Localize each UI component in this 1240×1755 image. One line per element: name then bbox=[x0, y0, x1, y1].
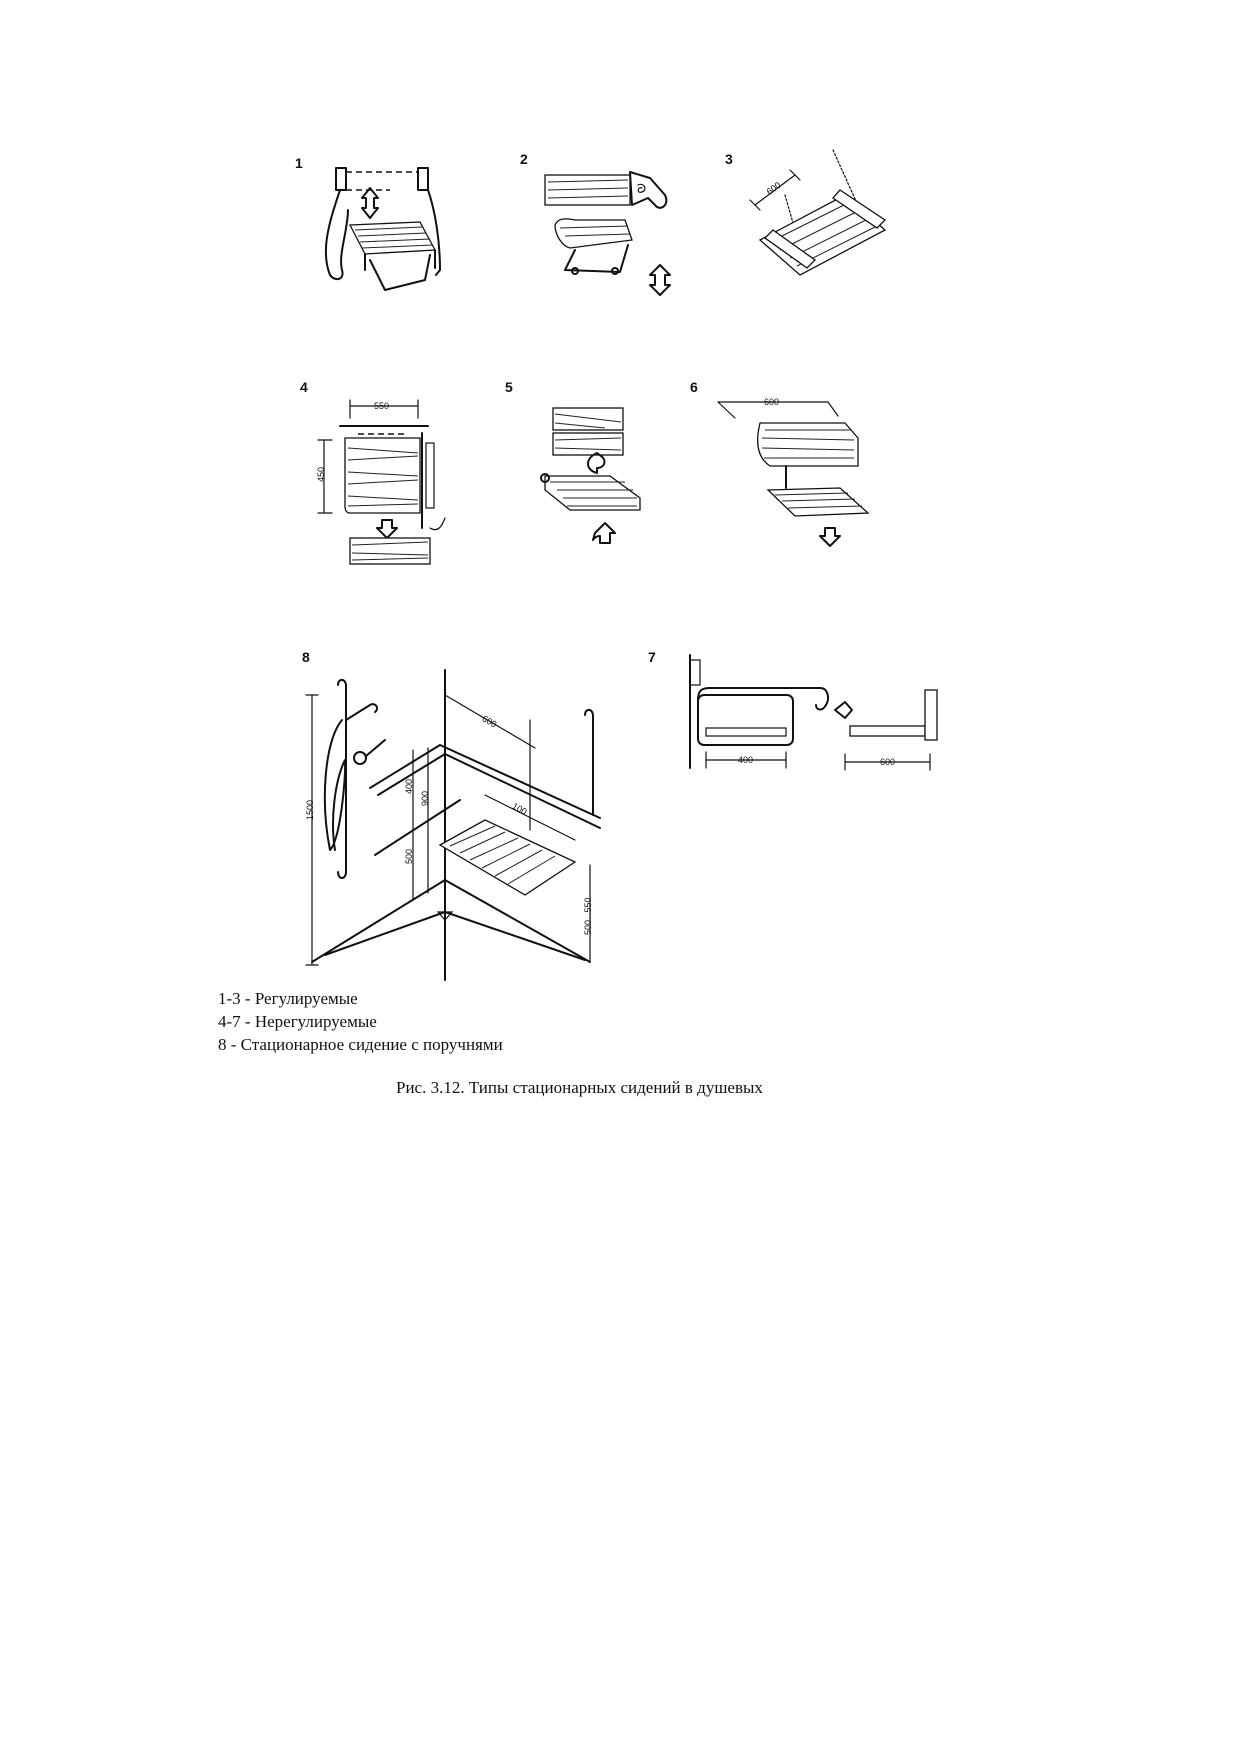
figure-panel-8 bbox=[290, 650, 630, 980]
dimension-1500: 1500 bbox=[305, 799, 315, 820]
dimension-400: 400 bbox=[738, 755, 754, 765]
non-adjustable-seat-drawing-6 bbox=[690, 378, 910, 558]
figure-panel-1 bbox=[290, 150, 490, 310]
panel-number-7: 7 bbox=[648, 649, 656, 665]
adjustable-seat-drawing-2 bbox=[520, 150, 700, 310]
panel-number-3: 3 bbox=[725, 151, 733, 167]
dimension-450: 450 bbox=[316, 466, 326, 482]
panel-number-4: 4 bbox=[300, 379, 308, 395]
non-adjustable-seat-drawing-7 bbox=[640, 650, 960, 790]
dimension-500-550: 500...550 bbox=[583, 897, 593, 935]
figure-panel-4 bbox=[300, 378, 490, 568]
dimension-500: 500 bbox=[404, 848, 414, 864]
figure-legend bbox=[218, 987, 503, 1056]
dimension-600: 600 bbox=[764, 179, 783, 197]
panel-number-6: 6 bbox=[690, 379, 698, 395]
panel-number-8: 8 bbox=[302, 649, 310, 665]
dimension-600: 600 bbox=[480, 713, 499, 730]
dimension-100: 100 bbox=[510, 800, 529, 817]
figure-panel-2 bbox=[520, 150, 700, 310]
dimension-900: 900 bbox=[420, 790, 430, 806]
dimension-400: 400 bbox=[404, 778, 414, 794]
panel-number-2: 2 bbox=[520, 151, 528, 167]
figure-panel-7 bbox=[640, 650, 960, 790]
adjustable-seat-drawing-1 bbox=[290, 150, 490, 310]
legend-item-stationary: 8 - Стационарное сидение с поручнями bbox=[218, 1035, 503, 1054]
panel-number-1: 1 bbox=[295, 155, 303, 171]
dimension-550: 550 bbox=[374, 401, 390, 411]
stationary-seat-with-handrails-drawing bbox=[290, 650, 630, 980]
non-adjustable-seat-drawing-5 bbox=[505, 378, 685, 558]
dimension-600: 600 bbox=[764, 397, 780, 407]
legend-item-non-adjustable: 4-7 - Нерегулируемые bbox=[218, 1012, 377, 1031]
non-adjustable-seat-drawing-4 bbox=[300, 378, 490, 568]
figure-panel-3 bbox=[725, 150, 915, 300]
figure-caption: Рис. 3.12. Типы стационарных сидений в душевых bbox=[396, 1078, 763, 1097]
figure-panel-6 bbox=[690, 378, 910, 558]
legend-item-adjustable: 1-3 - Регулируемые bbox=[218, 989, 358, 1008]
dimension-600: 600 bbox=[880, 757, 896, 767]
panel-number-5: 5 bbox=[505, 379, 513, 395]
figure-panel-5 bbox=[505, 378, 685, 558]
adjustable-seat-drawing-3 bbox=[725, 150, 915, 300]
